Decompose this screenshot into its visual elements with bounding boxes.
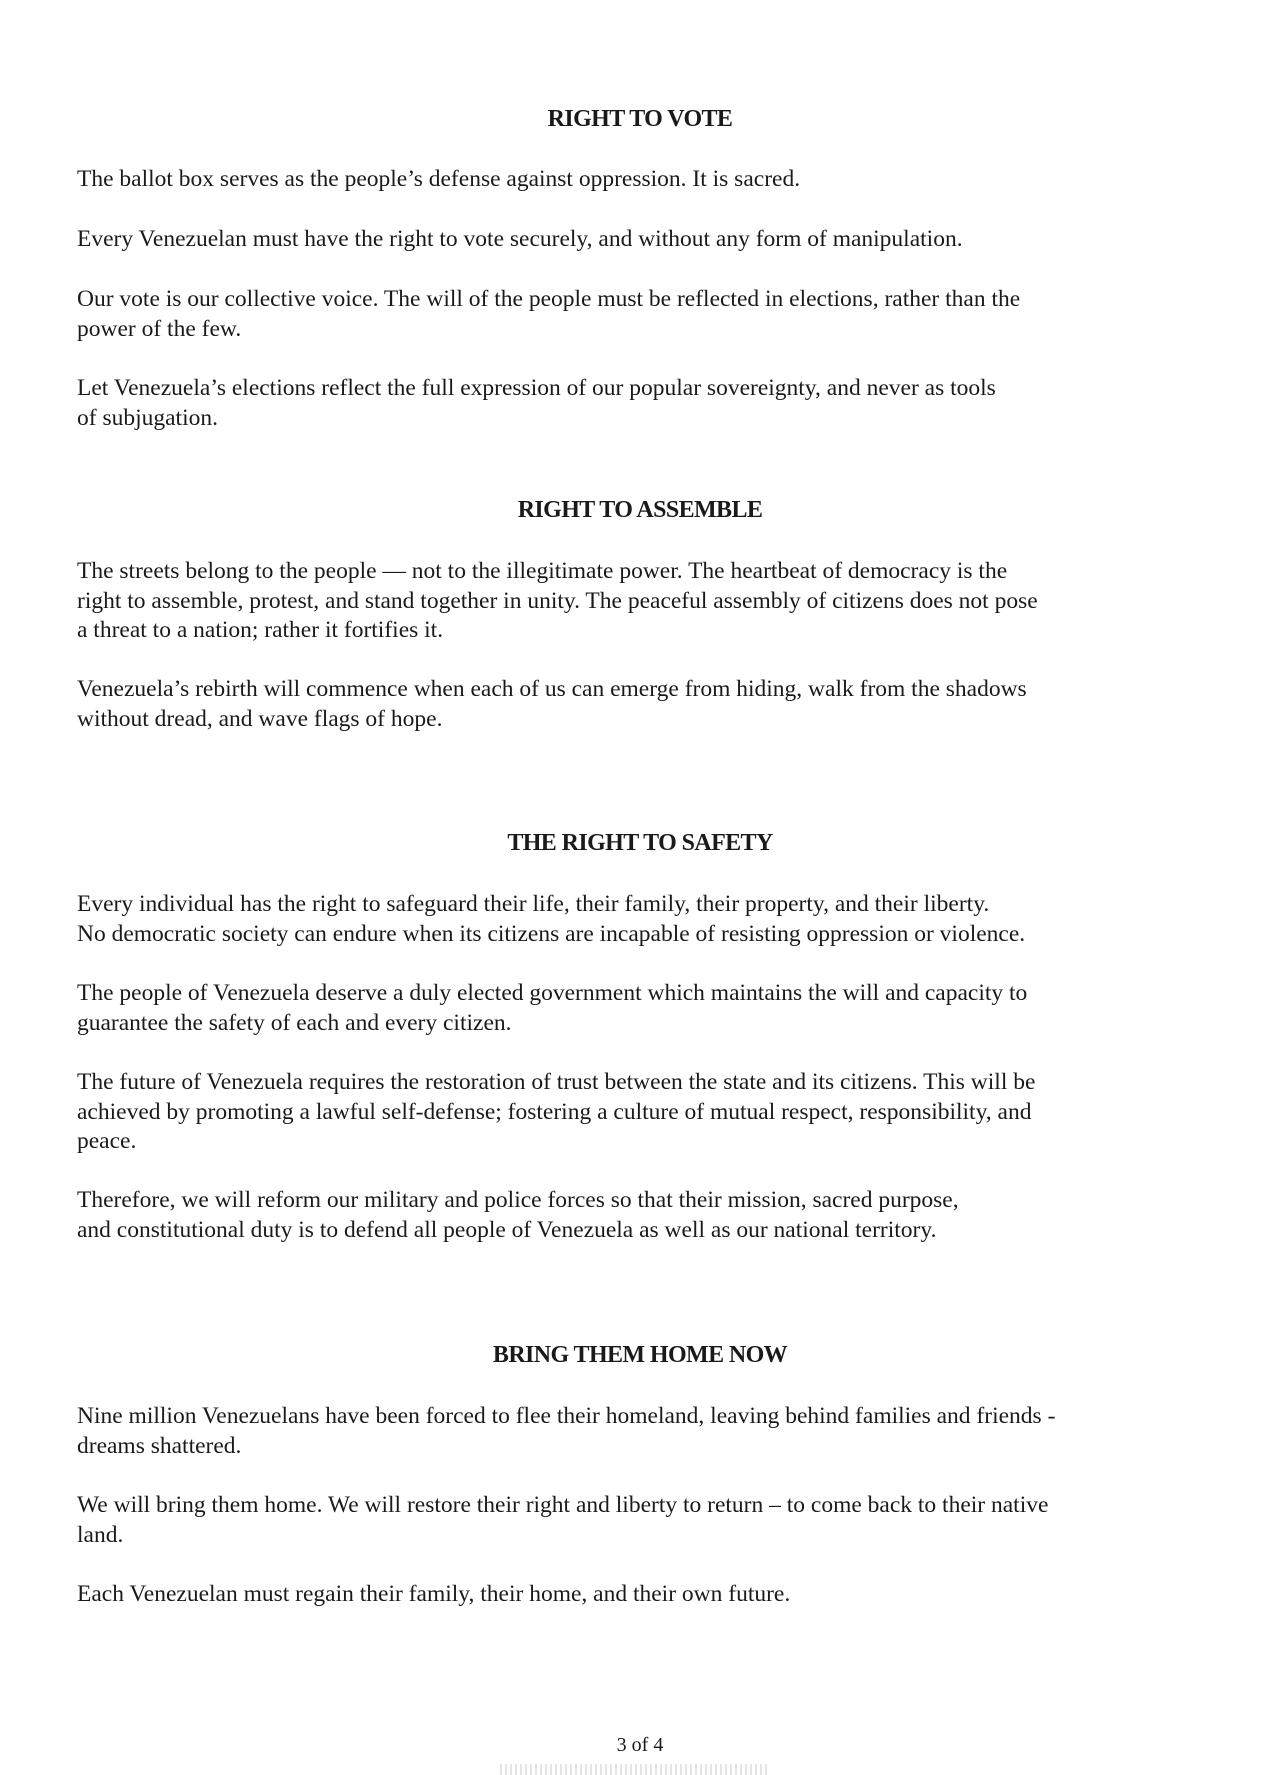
paragraph: Venezuela’s rebirth will commence when each of us can emerge from hiding, walk from the shadows without dread, and wave flags of hope. [77, 676, 1027, 732]
paragraph: Our vote is our collective voice. The will of the people must be reflected in elections, rather than the power of the few. [77, 286, 1021, 342]
section-heading-right-to-vote: RIGHT TO VOTE [547, 106, 733, 132]
paragraph: Let Venezuela’s elections reflect the full expression of our popular sovereignty, and never as tools of subjugation. [77, 375, 996, 431]
paragraph: We will bring them home. We will restore their right and liberty to return – to come back to their native land. [77, 1492, 1049, 1548]
paragraph: The streets belong to the people — not to the illegitimate power. The heartbeat of democracy is the right to assemble, protest, and stand together in unity. The peaceful assembly of citizens does not pose a threat to a nation; rather it fortifies it. [77, 558, 1038, 643]
paragraph: The ballot box serves as the people’s defense against oppression. It is sacred. [77, 166, 801, 192]
paragraph: The people of Venezuela deserve a duly elected government which maintains the will and capacity to guarantee the safety of each and every citizen. [77, 980, 1028, 1036]
paragraph: Nine million Venezuelans have been forced to flee their homeland, leaving behind families and friends - dreams shattered. [77, 1403, 1056, 1459]
scan-artifact [500, 1764, 770, 1775]
section-heading-right-to-safety: THE RIGHT TO SAFETY [507, 830, 773, 856]
paragraph: Each Venezuelan must regain their family, their home, and their own future. [77, 1581, 791, 1607]
paragraph: Every Venezuelan must have the right to vote securely, and without any form of manipulation. [77, 226, 963, 252]
paragraph: The future of Venezuela requires the restoration of trust between the state and its citizens. This will be achieved by promoting a lawful self-defense; fostering a culture of mutual respect, responsibility, and peace. [77, 1069, 1036, 1154]
paragraph: Every individual has the right to safeguard their life, their family, their property, and their liberty. No democratic society can endure when its citizens are incapable of resisting oppression or violence. [77, 891, 1026, 947]
section-heading-bring-them-home-now: BRING THEM HOME NOW [492, 1342, 788, 1368]
section-heading-right-to-assemble: RIGHT TO ASSEMBLE [517, 497, 763, 523]
paragraph: Therefore, we will reform our military and police forces so that their mission, sacred purpose, and constitutional duty is to defend all people of Venezuela as well as our national territory. [77, 1187, 959, 1243]
page-number: 3 of 4 [616, 1734, 664, 1756]
